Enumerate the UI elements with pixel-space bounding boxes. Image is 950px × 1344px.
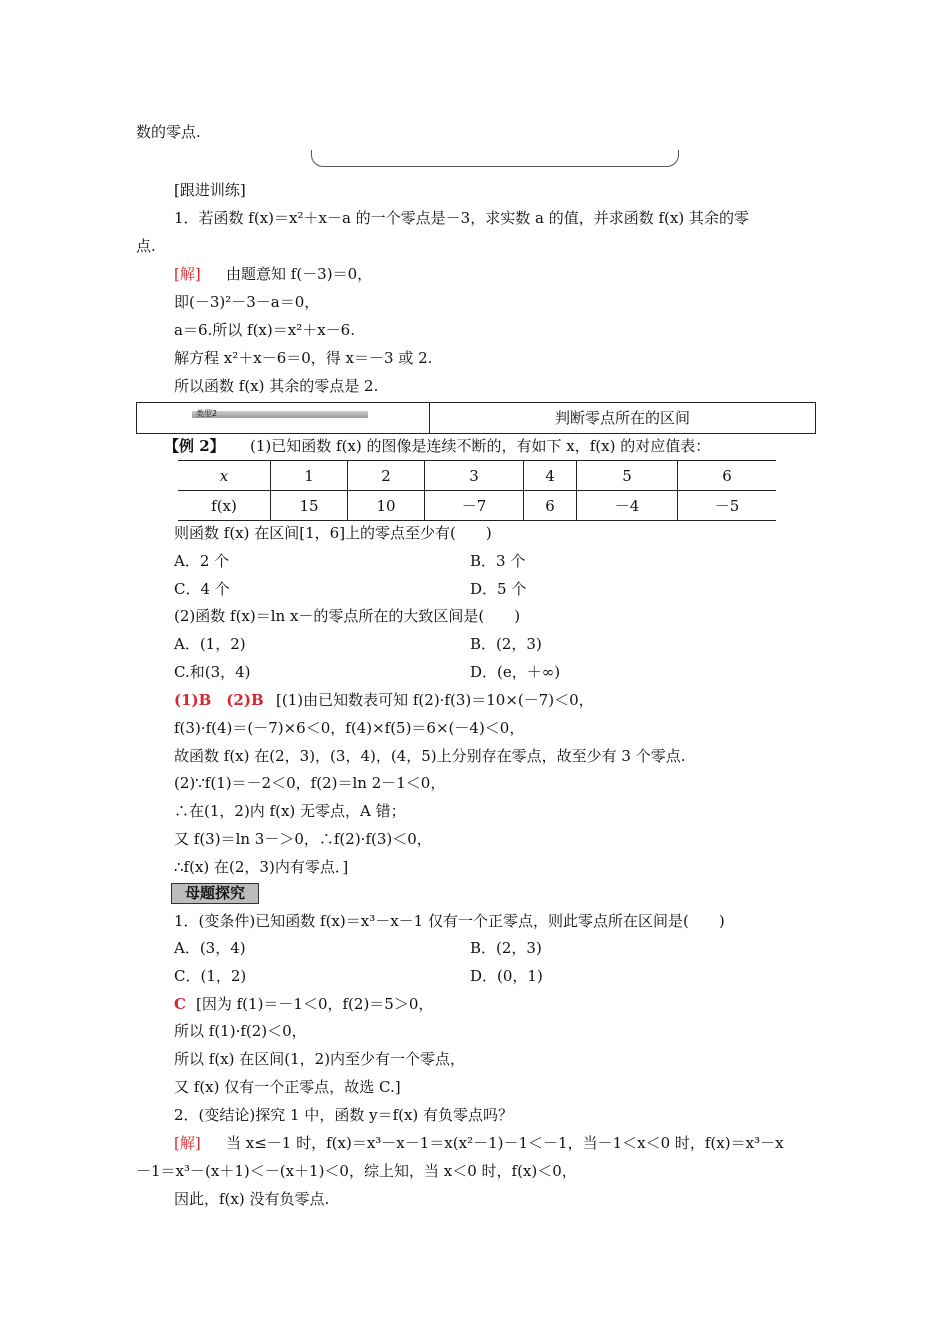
q1-option-b: B．3 个	[470, 552, 526, 570]
section-divider-bracket	[311, 150, 679, 167]
table-cell: 4	[524, 461, 577, 491]
problem-1-line-2: 点.	[136, 237, 156, 255]
solution-1-line-1: 由题意知 f(－3)＝0，	[226, 265, 373, 283]
type-tag-bar	[192, 411, 368, 418]
solution-1-line-2: 即(－3)²－3－a＝0，	[174, 293, 320, 311]
solution-1-line-4: 解方程 x²＋x－6＝0，得 x＝－3 或 2.	[174, 349, 433, 367]
answer-line-5: ∴在(1，2)内 f(x) 无零点，A 错；	[174, 802, 406, 820]
table-cell: 15	[271, 491, 348, 521]
continued-text: 数的零点.	[136, 123, 201, 141]
problem-1-line-1: 1．若函数 f(x)＝x²＋x－a 的一个零点是－3，求实数 a 的值，并求函数 f(x) 其余的零	[174, 209, 749, 227]
table-cell: f(x)	[178, 491, 271, 521]
variant-1-answer-line-2: 所以 f(1)·f(2)＜0，	[174, 1022, 307, 1040]
table-cell: －4	[577, 491, 678, 521]
section-title: 判断零点所在的区间	[554, 409, 690, 427]
variant-1-answer-line-3: 所以 f(x) 在区间(1，2)内至少有一个零点，	[174, 1050, 466, 1068]
variant-1-text: 1．(变条件)已知函数 f(x)＝x³－x－1 仅有一个正零点，则此零点所在区间是( )	[174, 912, 725, 930]
section-type-header	[136, 402, 816, 434]
solution-2-tag: [解]	[174, 1134, 201, 1152]
mt1-option-c: C．(1，2)	[174, 967, 247, 985]
q2-option-a: A．(1，2)	[174, 635, 246, 653]
answer-line-2: f(3)·f(4)＝(－7)×6＜0，f(4)×f(5)＝6×(－4)＜0，	[174, 719, 525, 737]
variant-2-text: 2．(变结论)探究 1 中，函数 y＝f(x) 有负零点吗？	[174, 1106, 514, 1124]
q1-option-c: C．4 个	[174, 580, 230, 598]
answer-line-4: (2)∵f(1)＝－2＜0，f(2)＝ln 2－1＜0，	[174, 774, 446, 792]
question-1-text: 则函数 f(x) 在区间[1，6]上的零点至少有( )	[174, 524, 492, 542]
answer-line-3: 故函数 f(x) 在(2，3)，(3，4)，(4，5)上分别存在零点，故至少有 3 个零点.	[174, 747, 686, 765]
table-cell: 3	[425, 461, 524, 491]
table-cell: 10	[348, 491, 425, 521]
solution-2-line-3: 因此，f(x) 没有负零点.	[174, 1190, 330, 1208]
table-row-x	[178, 461, 776, 491]
solution-2-line-2: －1＝x³－(x＋1)＜－(x＋1)＜0，综上知，当 x＜0 时，f(x)＜0，	[136, 1162, 577, 1180]
variant-1-answer-line-4: 又 f(x) 仅有一个正零点，故选 C.]	[174, 1078, 401, 1096]
table-cell: x	[178, 461, 271, 491]
solution-1-line-3: a＝6.所以 f(x)＝x²＋x－6.	[174, 321, 355, 339]
example-2-label: 【例 2】	[164, 437, 225, 455]
answer-tag: (1)B (2)B	[174, 691, 264, 709]
q1-option-d: D．5 个	[470, 580, 527, 598]
variant-1-answer-tag: C	[174, 995, 186, 1013]
table-cell: 1	[271, 461, 348, 491]
table-cell: 2	[348, 461, 425, 491]
example-2-intro: (1)已知函数 f(x) 的图像是连续不断的，有如下 x，f(x) 的对应值表：	[250, 437, 711, 455]
solution-2-line-1: 当 x≤－1 时，f(x)＝x³－x－1＝x(x²－1)－1＜－1，当－1＜x＜0 时，f(x)＝x³－x	[226, 1134, 784, 1152]
table-cell: 5	[577, 461, 678, 491]
mt1-option-d: D．(0，1)	[470, 967, 543, 985]
mother-problem-badge: 母题探究	[171, 883, 259, 904]
q1-option-a: A．2 个	[174, 552, 230, 570]
mt1-option-a: A．(3，4)	[174, 939, 246, 957]
table-cell: －7	[425, 491, 524, 521]
question-2-text: (2)函数 f(x)＝ln x－的零点所在的大致区间是( )	[174, 607, 521, 625]
q2-option-d: D．(e，＋∞)	[470, 663, 561, 681]
answer-line-1: [(1)由已知数表可知 f(2)·f(3)＝10×(－7)＜0，	[276, 691, 594, 709]
table-row-fx	[178, 491, 776, 521]
table-cell: 6	[524, 491, 577, 521]
q2-option-b: B．(2，3)	[470, 635, 542, 653]
table-cell: －5	[678, 491, 777, 521]
value-table	[178, 460, 776, 521]
q2-option-c: C.和(3，4)	[174, 663, 251, 681]
variant-1-answer-line-1: [因为 f(1)＝－1＜0，f(2)＝5＞0，	[196, 995, 434, 1013]
table-cell: 6	[678, 461, 777, 491]
follow-up-label: [跟进训练]	[174, 181, 246, 199]
answer-line-6: 又 f(3)＝ln 3－＞0，∴f(2)·f(3)＜0，	[174, 830, 432, 848]
mt1-option-b: B．(2，3)	[470, 939, 542, 957]
type-tag: 类型2	[196, 409, 218, 418]
answer-line-7: ∴f(x) 在(2，3)内有零点．]	[174, 858, 349, 876]
solution-1-line-5: 所以函数 f(x) 其余的零点是 2.	[174, 377, 379, 395]
solution-tag: [解]	[174, 265, 201, 283]
